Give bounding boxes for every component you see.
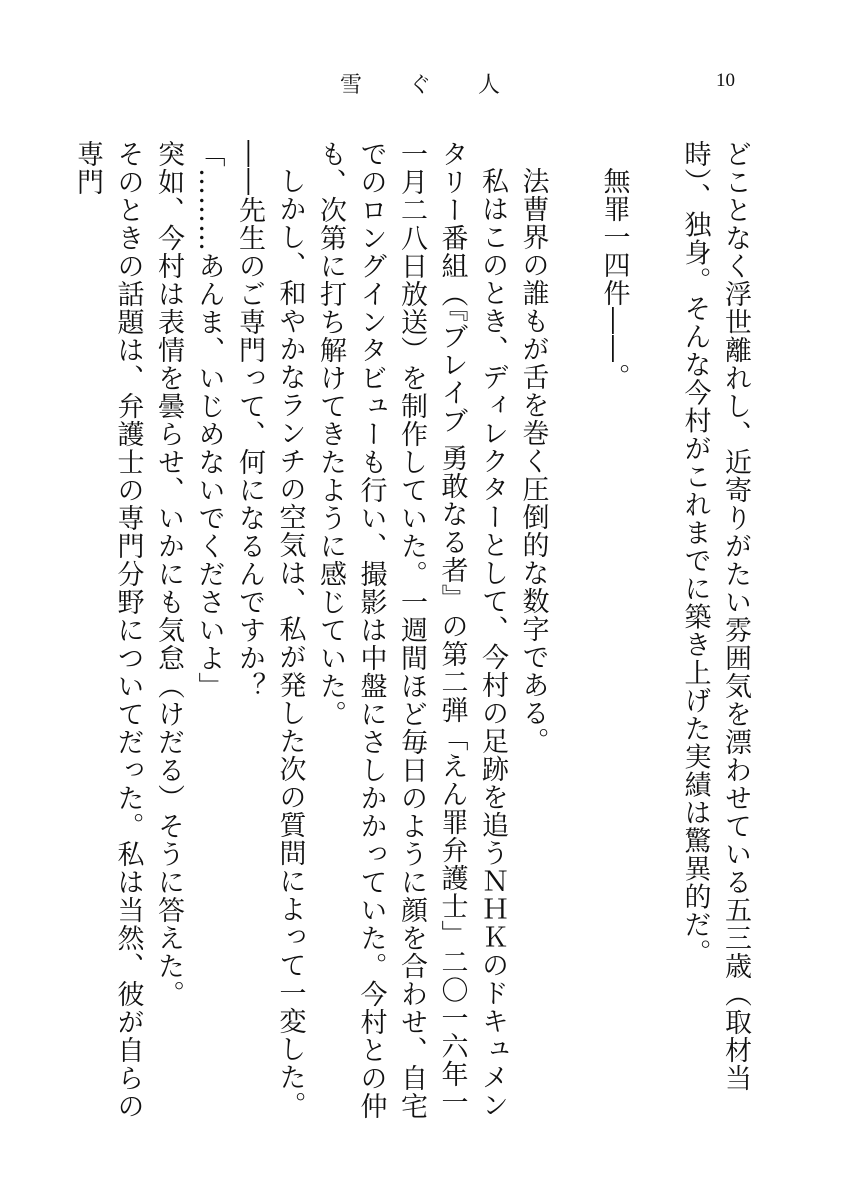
paragraph: 無罪一四件――。 [598, 167, 630, 391]
running-title-char: ぐ [408, 73, 431, 98]
running-title [340, 68, 500, 99]
blank-line [553, 140, 594, 1125]
paragraph: ――先生のご専門って、何になるんですか？ [234, 140, 265, 700]
paragraph: そのときの話題は、弁護士の専門分野についてだった。私は当然、彼が自らの専門 [72, 140, 144, 1120]
running-title-char: 人 [477, 73, 500, 98]
blank-line [634, 140, 675, 1125]
paragraph: 突如、今村は表情を曇らせ、いかにも気怠（けだる）そうに答えた。 [153, 140, 184, 1008]
paragraph: 「………あんま、いじめないでくださいよ」 [193, 140, 225, 700]
running-title-char: 雪 [340, 73, 363, 98]
paragraph: 法曹界の誰もが舌を巻く圧倒的な数字である。 [517, 167, 549, 755]
paragraph: どことなく浮世離れし、近寄りがたい雰囲気を漂わせている五三歳（取材当時）、独身。そんな今村がこれまでに築き上げた実績は驚異的だ。 [679, 140, 751, 1092]
paragraph: しかし、和やかなランチの空気は、私が発した次の質問によって一変した。 [274, 167, 306, 1119]
paragraph: 私はこのとき、ディレクターとして、今村の足跡を追うＮＨＫのドキュメンタリー番組（『ブレイブ 勇敢なる者』の第二弾「えん罪弁護士」二〇一六年一一月二八日放送）を制作していた。一週間ほど毎日のように顔を合わせ、自宅でのロングインタビューも行い、撮影は中盤にさしかかっていた。今村との仲も、次第に打ち解けてきたように感じていた。 [315, 140, 508, 1120]
page-number: 10 [716, 70, 735, 91]
body-text [72, 140, 755, 1125]
